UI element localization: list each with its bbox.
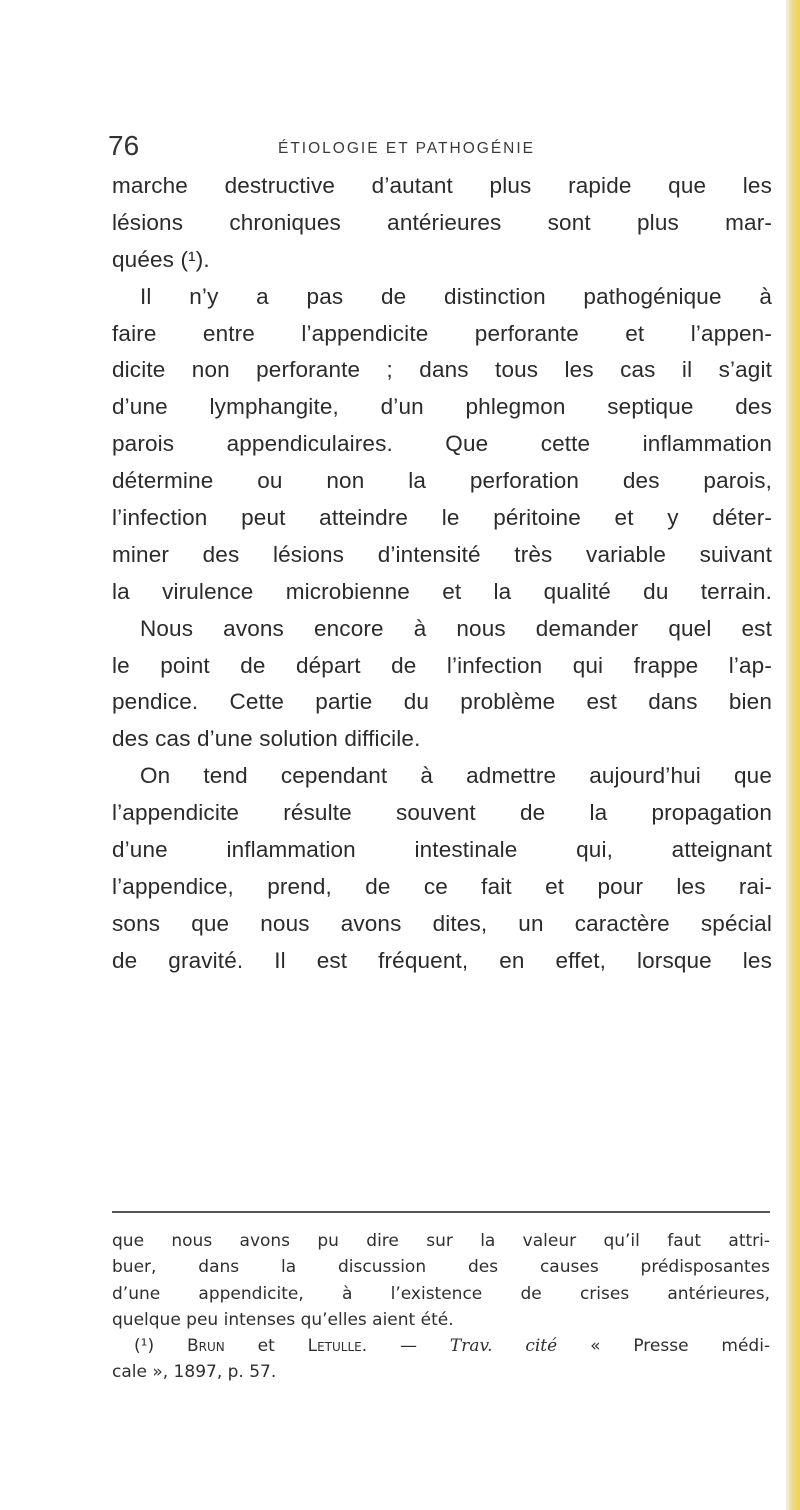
footnote-1 <box>112 1333 770 1359</box>
body-line: le point de départ de l’infection qui frappe l’ap- <box>112 652 772 678</box>
body-line: l’appendicite résulte souvent de la propagation <box>112 800 772 826</box>
footnote-rule <box>112 1211 770 1213</box>
body-line: lésions chroniques antérieures sont plus mar- <box>112 209 772 235</box>
body-line: pendice. Cette partie du problème est dans bien <box>112 689 772 715</box>
footnote-author: Brun <box>186 1336 225 1357</box>
body-text <box>112 168 772 980</box>
body-line: On tend cependant à admettre aujourd’hui que <box>140 763 772 789</box>
body-line: l’appendice, prend, de ce fait et pour les rai- <box>112 873 772 899</box>
running-head: ÉTIOLOGIE ET PATHOGÉNIE <box>278 140 536 157</box>
body-line: la virulence microbienne et la qualité du terrain. <box>112 578 772 604</box>
body-line: Il n’y a pas de distinction pathogénique à <box>140 283 772 309</box>
footnote-marker: (¹) <box>134 1336 155 1357</box>
footnote-conjunction: et <box>257 1336 275 1357</box>
body-line: détermine ou non la perforation des parois, <box>112 468 772 494</box>
footnotes <box>112 1228 770 1386</box>
body-line: des cas d’une solution difficile. <box>112 726 421 752</box>
footnote-author: Letulle. <box>307 1336 368 1357</box>
footnote-line: cale », 1897, p. 57. <box>112 1362 277 1383</box>
body-line: Nous avons encore à nous demander quel est <box>140 615 772 641</box>
footnote-dash: — <box>400 1336 418 1357</box>
page-header <box>108 130 768 170</box>
body-line: marche destructive d’autant plus rapide que les <box>112 173 772 198</box>
body-line: d’une lymphangite, d’un phlegmon septique des <box>112 394 772 420</box>
body-line: d’une inflammation intestinale qui, atteignant <box>112 837 772 863</box>
body-line: dicite non perforante ; dans tous les cas il s’agit <box>112 357 772 383</box>
page-edge <box>786 0 800 1510</box>
footnote-reference: Trav. cité <box>449 1336 558 1357</box>
body-line: parois appendiculaires. Que cette inflammation <box>112 431 772 457</box>
page-number: 76 <box>108 130 140 161</box>
footnote-line: quelque peu intenses qu’elles aient été. <box>112 1309 454 1330</box>
body-line: quées (¹). <box>112 246 210 272</box>
body-line: miner des lésions d’intensité très variable suivant <box>112 541 772 567</box>
footnote-line: buer, dans la discussion des causes prédisposantes <box>112 1257 770 1278</box>
body-line: faire entre l’appendicite perforante et l’appen- <box>112 320 772 346</box>
body-line: sons que nous avons dites, un caractère spécial <box>112 910 772 936</box>
footnote-line: que nous avons pu dire sur la valeur qu’il faut attri- <box>112 1231 770 1251</box>
footnote-journal: « Presse médi- <box>590 1336 771 1357</box>
footnote-line: d’une appendicite, à l’existence de crises antérieures, <box>112 1283 770 1304</box>
body-line: de gravité. Il est fréquent, en effet, lorsque les <box>112 947 772 973</box>
body-line: l’infection peut atteindre le péritoine et y déter- <box>112 505 772 531</box>
